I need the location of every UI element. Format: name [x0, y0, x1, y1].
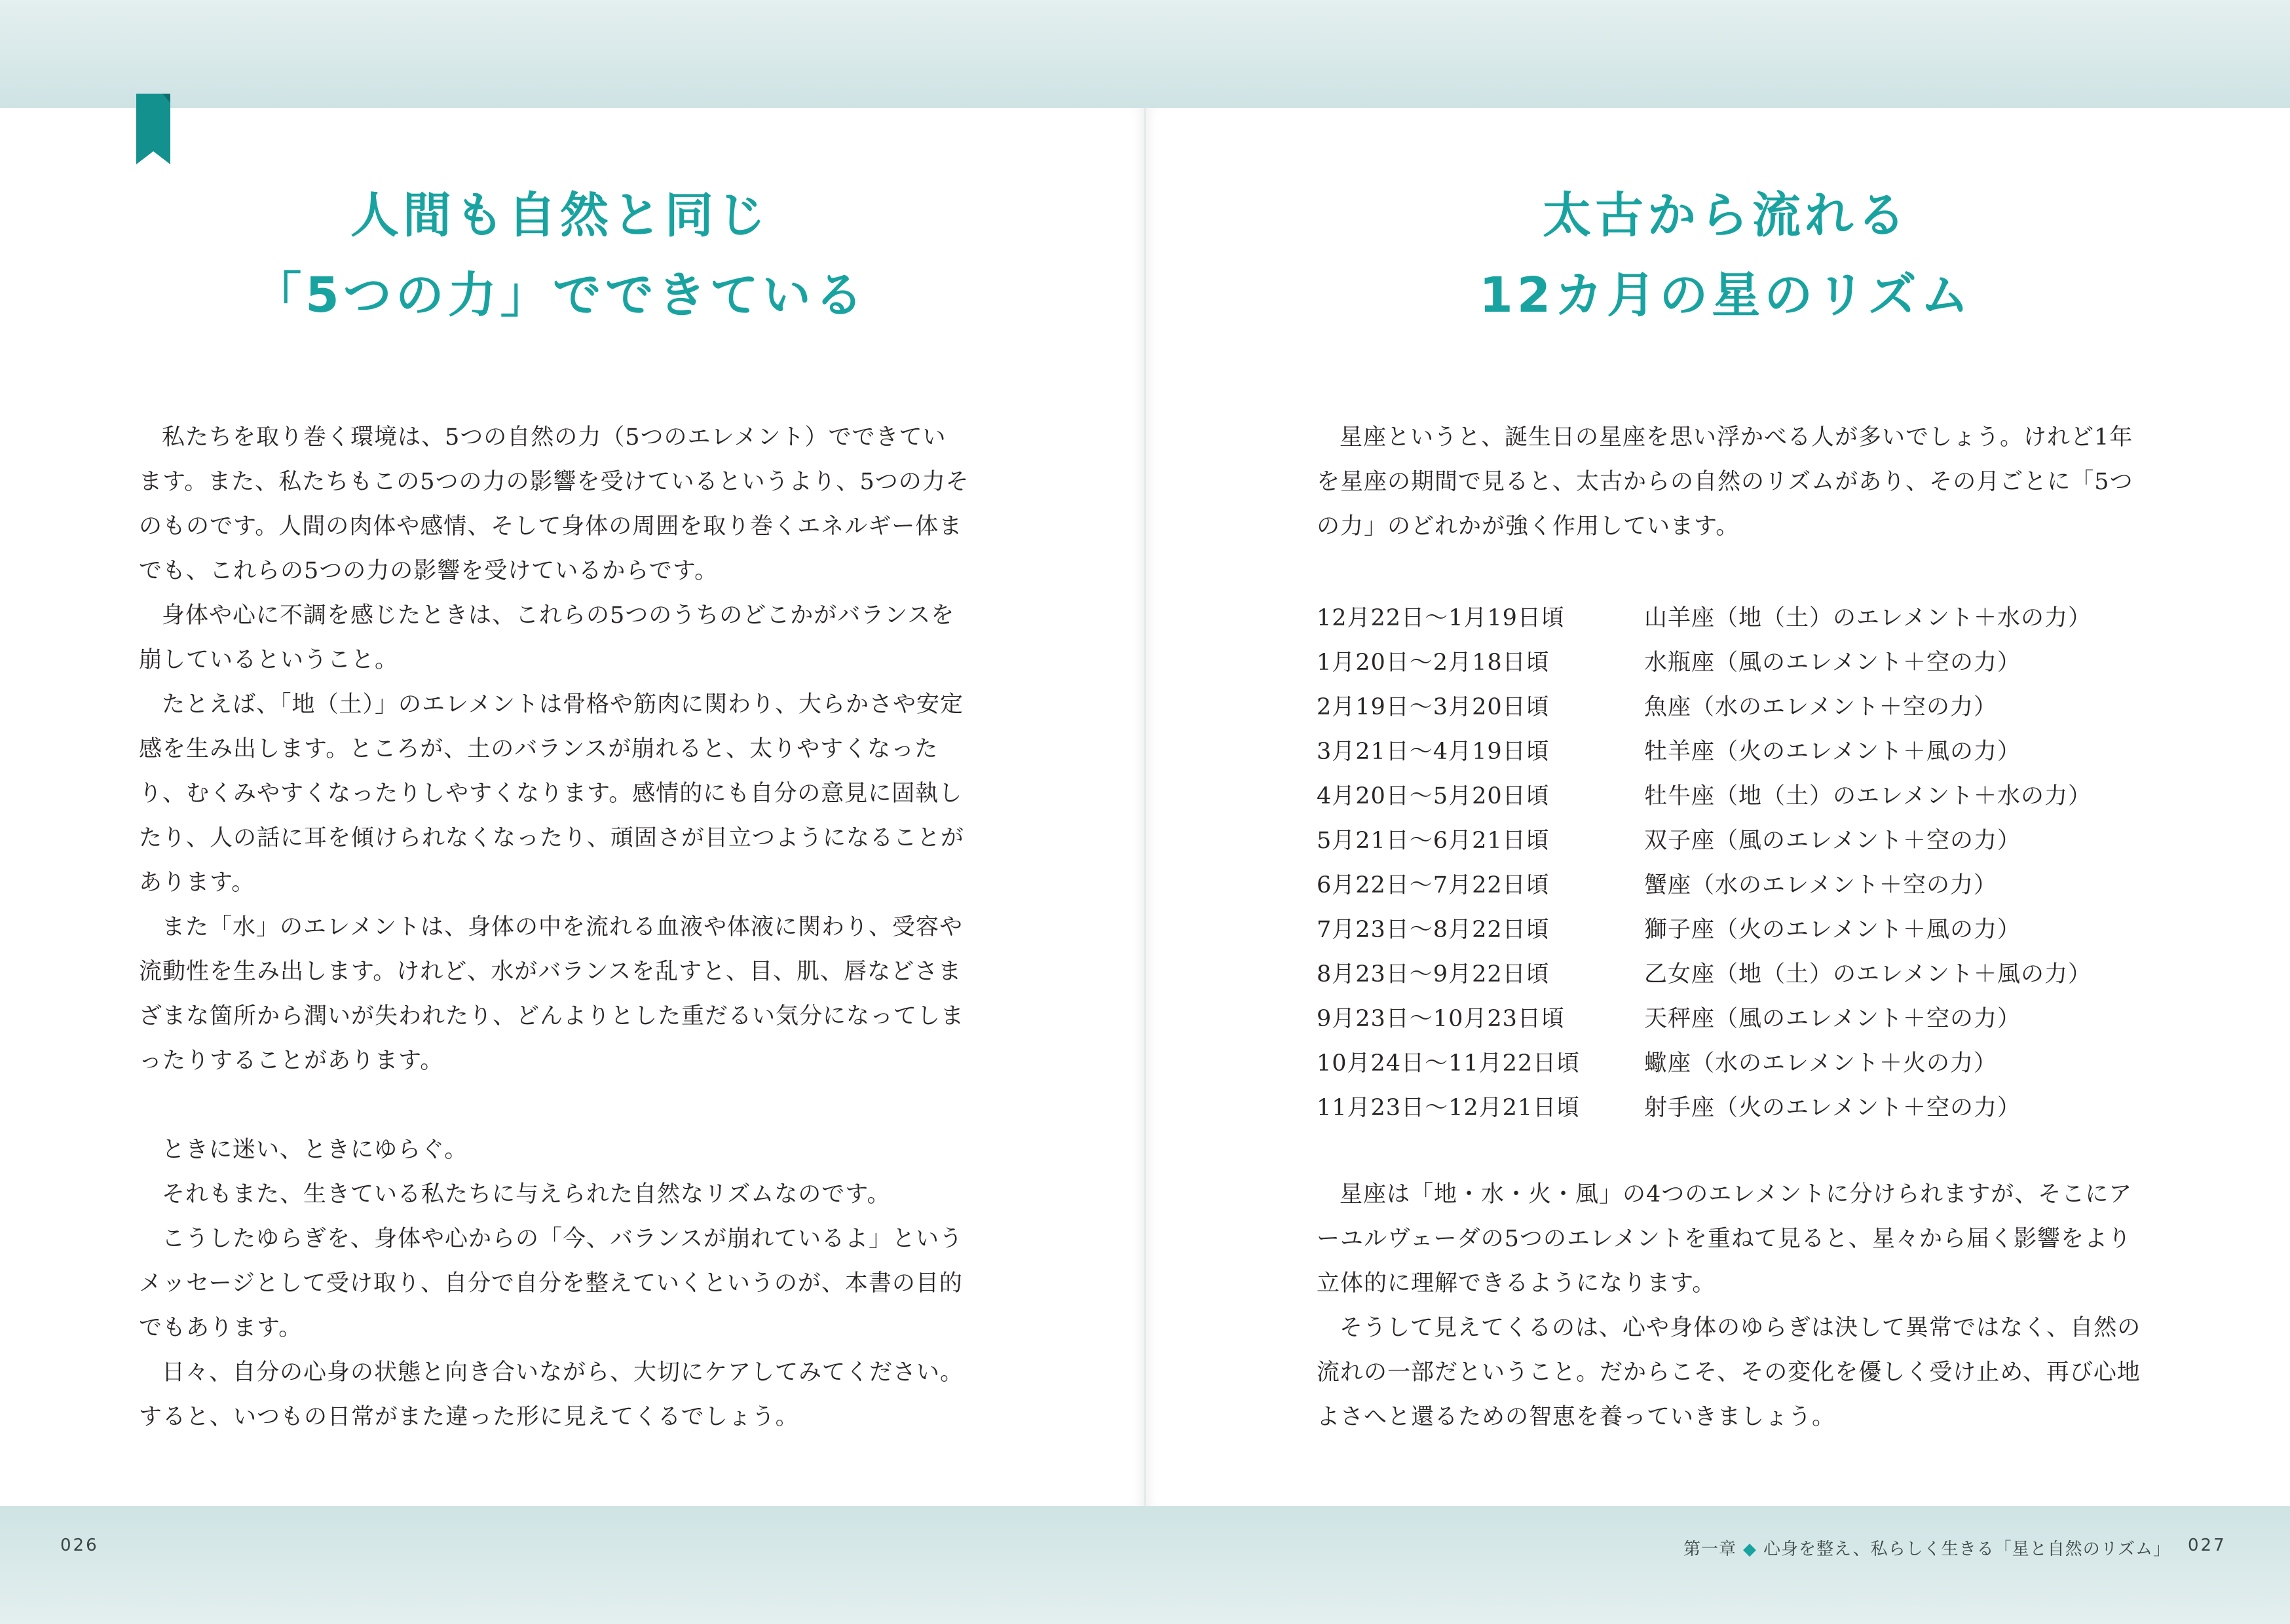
- paragraph: また「水」のエレメントは、身体の中を流れる血液や体液に関わり、受容や流動性を生み出します。けれど、水がバランスを乱すと、目、肌、唇などさまざまな箇所から潤いが失われたり、どんよりとした重だるい気分になってしまったりすることがあります。: [139, 914, 965, 1074]
- zodiac-sign: 牡羊座（火のエレメント＋風の力）: [1644, 739, 2021, 765]
- list-item: [1317, 1041, 2162, 1086]
- zodiac-sign: 獅子座（火のエレメント＋風の力）: [1644, 917, 2021, 943]
- chapter-label: 第一章: [1683, 1540, 1737, 1559]
- paragraph: 日々、自分の心身の状態と向き合いながら、大切にケアしてみてください。すると、いつもの日常がまた違った形に見えてくるでしょう。: [139, 1359, 964, 1430]
- zodiac-sign: 牡牛座（地（土）のエレメント＋水の力）: [1644, 783, 2092, 809]
- zodiac-sign: 天秤座（風のエレメント＋空の力）: [1644, 1006, 2021, 1032]
- paragraph: ときに迷い、ときにゆらぐ。: [162, 1137, 468, 1163]
- zodiac-sign: 魚座（水のエレメント＋空の力）: [1644, 694, 1997, 720]
- paragraph: 星座というと、誕生日の星座を思い浮かべる人が多いでしょう。けれど1年を星座の期間で見ると、太古からの自然のリズムがあり、その月ごとに「5つの力」のどれかが強く作用しています。: [1317, 424, 2133, 540]
- right-outro: [1317, 1172, 2149, 1439]
- left-title-line-1: 人間も自然と同じ: [350, 187, 770, 244]
- diamond-icon: ◆: [1743, 1540, 1757, 1559]
- zodiac-period: 1月20日〜2月18日頃: [1317, 650, 1550, 676]
- zodiac-period: 2月19日〜3月20日頃: [1317, 694, 1550, 720]
- left-page-title: [138, 175, 983, 335]
- paragraph: 身体や心に不調を感じたときは、これらの5つのうちのどこかがバランスを崩しているということ。: [139, 602, 955, 673]
- left-body: [139, 415, 969, 1439]
- left-title-line-2: 「5つの力」でできている: [253, 267, 867, 323]
- list-item: [1317, 685, 2162, 729]
- zodiac-sign: 乙女座（地（土）のエレメント＋風の力）: [1644, 961, 2092, 987]
- right-intro: [1317, 415, 2149, 549]
- zodiac-list: [1317, 596, 2162, 1130]
- zodiac-sign: 蠍座（水のエレメント＋火の力）: [1644, 1050, 1997, 1077]
- paragraph: 星座は「地・水・火・風」の4つのエレメントに分けられますが、そこにアーユルヴェーダの5つのエレメントを重ねて見ると、星々から届く影響をより立体的に理解できるようになります。: [1317, 1181, 2133, 1297]
- list-item: [1317, 1086, 2162, 1130]
- list-item: [1317, 640, 2162, 685]
- list-item: [1317, 863, 2162, 908]
- zodiac-period: 12月22日〜1月19日頃: [1317, 605, 1565, 631]
- list-item: [1317, 729, 2162, 774]
- paragraph: そうして見えてくるのは、心や身体のゆらぎは決して異常ではなく、自然の流れの一部だということ。だからこそ、その変化を優しく受け止め、再び心地よさへと還るための智恵を養っていきましょう。: [1317, 1315, 2141, 1430]
- zodiac-sign: 射手座（火のエレメント＋空の力）: [1644, 1095, 2021, 1121]
- zodiac-period: 6月22日〜7月22日頃: [1317, 872, 1550, 898]
- paragraph: たとえば、「地（土）」のエレメントは骨格や筋肉に関わり、大らかさや安定感を生み出します。ところが、土のバランスが崩れると、太りやすくなったり、むくみやすくなったりしやすくなります。感情的にも自分の意見に固執したり、人の話に耳を傾けられなくなったり、頑固さが目立つようになることがあります。: [139, 692, 965, 896]
- right-title-line-2: 12カ月の星のリズム: [1479, 267, 1973, 323]
- list-item: [1317, 908, 2162, 952]
- zodiac-period: 10月24日〜11月22日頃: [1317, 1050, 1581, 1077]
- paragraph: 私たちを取り巻く環境は、5つの自然の力（5つのエレメント）でできています。また、私たちもこの5つの力の影響を受けているというより、5つの力そのものです。人間の肉体や感情、そして身体の周囲を取り巻くエネルギー体までも、これらの5つの力の影響を受けているからです。: [139, 424, 969, 584]
- zodiac-period: 3月21日〜4月19日頃: [1317, 739, 1550, 765]
- zodiac-period: 5月21日〜6月21日頃: [1317, 828, 1550, 854]
- paragraph: それもまた、生きている私たちに与えられた自然なリズムなのです。: [162, 1181, 891, 1208]
- right-title-line-1: 太古から流れる: [1543, 187, 1909, 244]
- bookmark-icon: [136, 94, 170, 164]
- list-item: [1317, 819, 2162, 863]
- list-item: [1317, 774, 2162, 819]
- list-item: [1317, 952, 2162, 997]
- zodiac-period: 8月23日〜9月22日頃: [1317, 961, 1550, 987]
- bottom-band: [0, 1506, 2290, 1624]
- top-band: [0, 0, 2290, 108]
- zodiac-sign: 蟹座（水のエレメント＋空の力）: [1644, 872, 1997, 898]
- paragraph: こうしたゆらぎを、身体や心からの「今、バランスが崩れているよ」というメッセージとして受け取り、自分で自分を整えていくというのが、本書の目的でもあります。: [139, 1226, 963, 1341]
- chapter-title: 心身を整え、私らしく生きる「星と自然のリズム」: [1763, 1540, 2171, 1559]
- running-head: [1683, 1536, 2171, 1560]
- right-page-title: [1304, 175, 2149, 335]
- zodiac-sign: 双子座（風のエレメント＋空の力）: [1644, 828, 2021, 854]
- page-number-left: 026: [60, 1536, 99, 1555]
- zodiac-period: 7月23日〜8月22日頃: [1317, 917, 1550, 943]
- zodiac-period: 4月20日〜5月20日頃: [1317, 783, 1550, 809]
- zodiac-sign: 水瓶座（風のエレメント＋空の力）: [1644, 650, 2021, 676]
- list-item: [1317, 596, 2162, 640]
- zodiac-sign: 山羊座（地（土）のエレメント＋水の力）: [1644, 605, 2092, 631]
- zodiac-period: 9月23日〜10月23日頃: [1317, 1006, 1565, 1032]
- page-number-right: 027: [2188, 1536, 2226, 1555]
- paragraph-gap: [139, 1083, 969, 1128]
- list-item: [1317, 997, 2162, 1041]
- zodiac-period: 11月23日〜12月21日頃: [1317, 1095, 1581, 1121]
